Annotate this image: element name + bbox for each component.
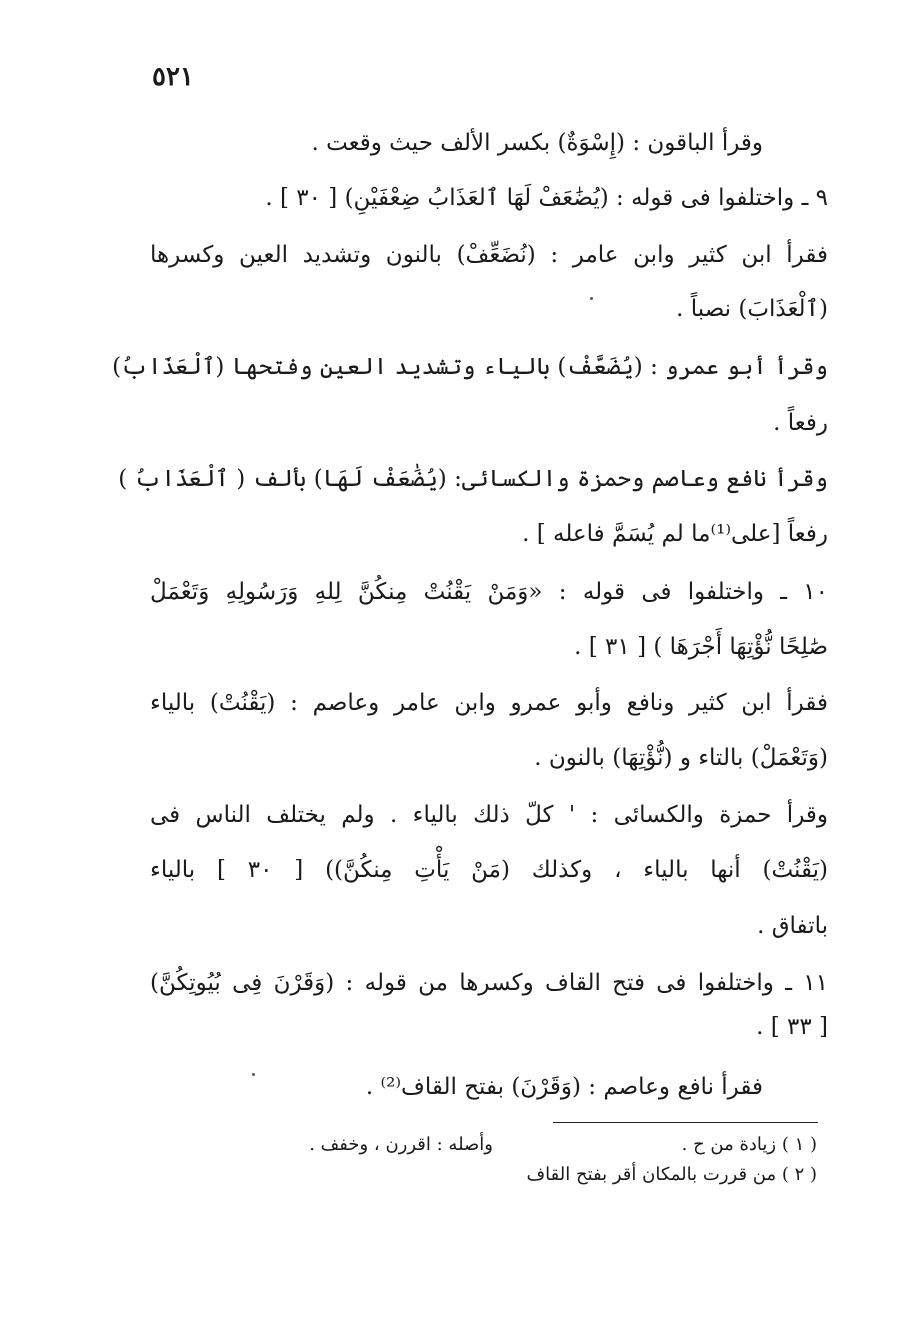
text-line-16: ١١ ـ واختلفوا فى فتح القاف وكسرها من قوله : (وَقَرْنَ فِى بُيُوتِكُنَّ) xyxy=(150,970,828,996)
text-line-11: فقرأ ابن كثير ونافع وأبو عمرو وابن عامر وعاصم : (يَقْنُتْ) بالياء xyxy=(150,690,828,716)
text-line-18: فقرأ نافع وعاصم : (وَقَرْنَ) بفتح القاف⁽²⁾ . xyxy=(365,1074,763,1100)
page-number: ٥٢١ xyxy=(152,62,194,92)
text-line-8: رفعاً [على⁽¹⁾ما لم يُسَمَّ فاعله ] . xyxy=(522,521,828,547)
text-line-6: رفعاً . xyxy=(773,410,828,436)
scan-speck xyxy=(252,1073,255,1076)
scan-speck xyxy=(590,297,593,300)
text-line-1: وقرأ الباقون : (إِسْوَةٌ) بكسر الألف حيث وقعت . xyxy=(311,130,763,156)
text-line-4: (ٱلْعَذَابَ) نصباً . xyxy=(676,296,828,322)
text-line-10: صَٰلِحًا نُّؤْتِهَا أَجْرَهَا ) [ ٣١ ] . xyxy=(574,634,828,660)
footnote-2: ( ٢ ) من قررت بالمكان أقر بفتح القاف xyxy=(526,1164,817,1185)
text-line-14: (يَقْنُتْ) أنها بالياء ، وكذلك (مَنْ يَأْتِ مِنكُنَّ)) [ ٣٠ ] بالياء xyxy=(150,857,828,883)
text-line-17: [ ٣٣ ] . xyxy=(756,1014,828,1040)
footnote-1: ( ١ ) زيادة من ح . xyxy=(681,1134,817,1155)
text-line-7: وقرأ نافع وعاصم وحمزة والكسائى: (يُضَٰعَفْ لَهَا) بألف ( ٱلْعَذَابُ ) xyxy=(118,466,828,492)
text-line-13: وقرأ حمزة والكسائى : ' كلّ ذلك بالياء . ولم يختلف الناس فى xyxy=(150,802,828,828)
text-line-15: باتفاق . xyxy=(757,913,828,939)
text-line-12: (وَتَعْمَلْ) بالتاء و (نُّؤْتِهَا) بالنون . xyxy=(534,745,828,771)
text-line-9: ١٠ ـ واختلفوا فى قوله : «وَمَنْ يَقْنُتْ مِنكُنَّ لِلهِ وَرَسُولِهِ وَتَعْمَلْ xyxy=(150,579,828,605)
text-line-5: وقرأ أبو عمرو : (يُضَعَّفْ) بالياء وتشديد العين وفتحها (ٱلْعَذَابُ) xyxy=(112,354,828,380)
text-line-3: فقرأ ابن كثير وابن عامر : (نُضَعِّفْ) بالنون وتشديد العين وكسرها xyxy=(150,242,828,268)
text-line-2: ٩ ـ واختلفوا فى قوله : (يُضَٰعَفْ لَهَا ٱلعَذَابُ ضِعْفَيْنِ) [ ٣٠ ] . xyxy=(265,185,828,211)
footnote-note: وأصله : اقررن ، وخفف . xyxy=(309,1134,493,1155)
footnote-rule xyxy=(553,1122,818,1123)
